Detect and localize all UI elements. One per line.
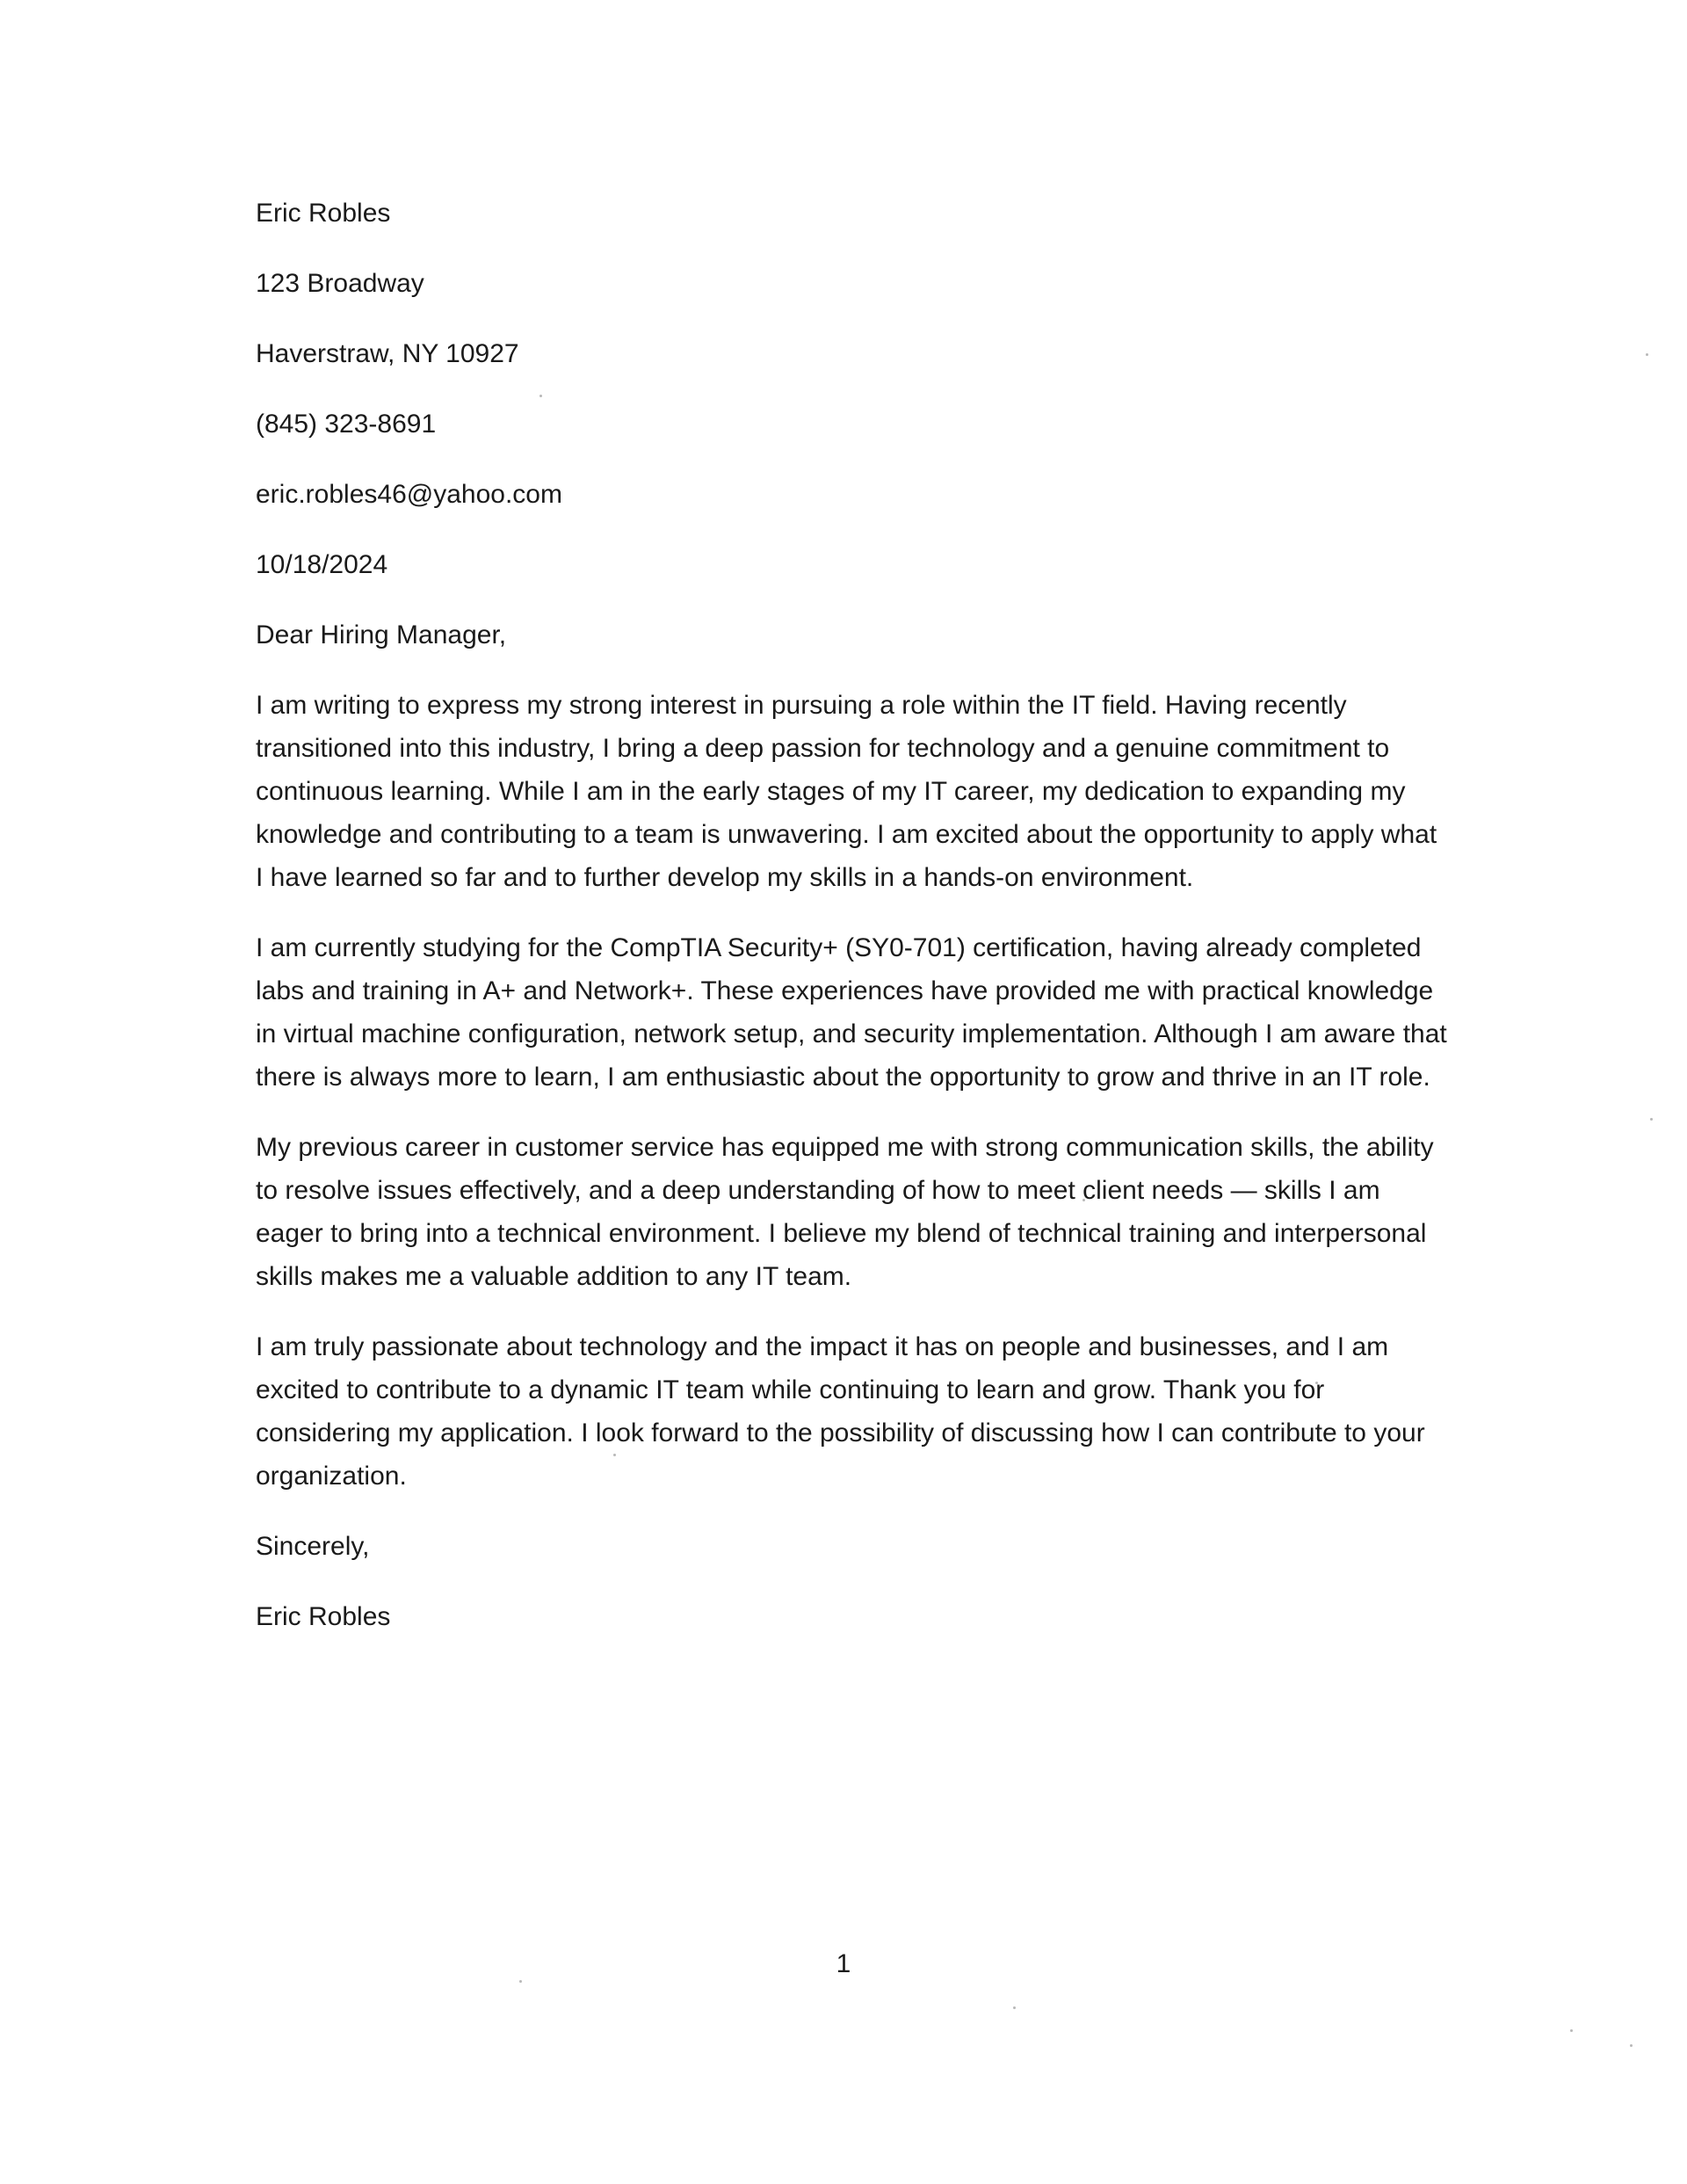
signature-name: Eric Robles: [256, 1602, 391, 1631]
body-paragraph-4: I am truly passionate about technology and the impact it has on people and businesses, and I am excited to contribute to a dynamic IT team while continuing to learn and grow. Thank you for considering my application. I look forward to the possibility of discussing how I can contribute to your organization.: [256, 1332, 1425, 1491]
sender-phone: (845) 323-8691: [256, 410, 437, 439]
body-paragraph-1: I am writing to express my strong interest in pursuing a role within the IT field. Having recently transitioned into this industry, I bring a deep passion for technology and a genuine commitment to continuous learning. While I am in the early stages of my IT career, my dedication to expanding my knowledge and contributing to a team is unwavering. I am excited about the opportunity to apply what I have learned so far and to further develop my skills in a hands-on environment.: [256, 691, 1437, 892]
scan-speck: [1646, 353, 1648, 356]
cover-letter: [256, 192, 1451, 1665]
scan-speck: [1013, 2006, 1016, 2009]
scan-speck: [1650, 1118, 1653, 1121]
letter-date: 10/18/2024: [256, 550, 388, 579]
sender-city-state-zip: Haverstraw, NY 10927: [256, 339, 519, 368]
closing: Sincerely,: [256, 1532, 370, 1561]
sender-street: 123 Broadway: [256, 269, 424, 298]
salutation: Dear Hiring Manager,: [256, 620, 507, 649]
page-number: 1: [836, 1949, 851, 1978]
sender-name: Eric Robles: [256, 199, 391, 228]
body-paragraph-2: I am currently studying for the CompTIA Security+ (SY0-701) certification, having already completed labs and training in A+ and Network+. These experiences have provided me with practical knowledge in virtual machine configuration, network setup, and security implementation. Although I am aware that there is always more to learn, I am enthusiastic about the opportunity to grow and thrive in an IT role.: [256, 933, 1447, 1092]
scan-speck: [1570, 2029, 1573, 2032]
body-paragraph-3: My previous career in customer service has equipped me with strong communication skills, the ability to resolve issues effectively, and a deep understanding of how to meet client needs — skills I am eager to bring into a technical environment. I believe my blend of technical training and interpersonal skills makes me a valuable addition to any IT team.: [256, 1133, 1434, 1291]
sender-email: eric.robles46@yahoo.com: [256, 480, 562, 509]
scan-speck: [1630, 2044, 1633, 2047]
